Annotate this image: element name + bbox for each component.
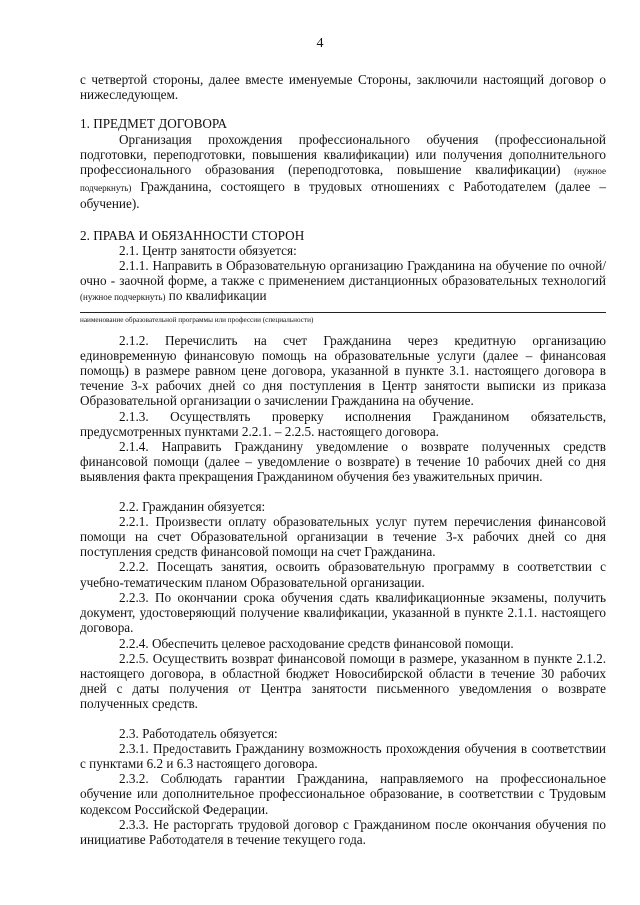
clause-2-2-5: 2.2.5. Осуществить возврат финансовой помощи в размере, указанном в пункте 2.1.2. настоящего договора, в областной бюджет Новосибирской области в течение 30 рабочих дней с даты получения от Центра занятости письменного уведомления о возврате полученных средств. [80, 650, 606, 712]
program-name-blank-line [80, 306, 606, 313]
document-body [80, 72, 606, 847]
section-1-text-b: Гражданина, состоящего в трудовых отношениях с Работодателем (далее – обучение). [80, 179, 606, 212]
section-2-heading: 2. ПРАВА И ОБЯЗАННОСТИ СТОРОН [80, 227, 305, 243]
clause-2-1-3: 2.1.3. Осуществлять проверку исполнения Гражданином обязательств, предусмотренных пунктами 2.2.1. – 2.2.5. настоящего договора. [80, 408, 606, 439]
clause-2-1-4: 2.1.4. Направить Гражданину уведомление о возврате полученных средств финансовой помощи (далее – уведомление о возврате) в течение 10 рабочих дней со дня выявления факта прекращения Гражданином обучения без уважительных причин. [80, 439, 606, 485]
clause-2-3-2: 2.3.2. Соблюдать гарантии Гражданина, направляемого на профессиональное обучение или дополнительное профессиональное образование, в соответствии с Трудовым кодексом Российской Федерации. [80, 771, 606, 817]
clause-2-3-3: 2.3.3. Не расторгать трудовой договор с Гражданином после окончания обучения по инициативе Работодателя в течение текущего года. [80, 816, 606, 847]
clause-2-1-1-note: (нужное подчеркнуть) [80, 292, 166, 303]
clause-2-2-4: 2.2.4. Обеспечить целевое расходование средств финансовой помощи. [119, 635, 514, 651]
program-name-caption: наименование образовательной программы или профессии (специальности) [80, 315, 314, 324]
section-1-paragraph [80, 132, 606, 212]
clause-2-3-1: 2.3.1. Предоставить Гражданину возможность прохождения обучения в соответствии с пунктами 6.2 и 6.3 настоящего договора. [80, 740, 606, 771]
clause-2-2-2: 2.2.2. Посещать занятия, освоить образовательную программу в соответствии с учебно-тематическим планом Образовательной организации. [80, 559, 606, 590]
section-1-heading: 1. ПРЕДМЕТ ДОГОВОРА [80, 116, 228, 132]
clause-2-1-1-text-b: по квалификации [165, 288, 267, 304]
section-1-text-a: Организация прохождения профессионального обучения (профессиональной подготовки, переподготовки, повышения квалификации) или получения дополнительного профессионального образования (переподготовка, повышение квалификации) [80, 131, 606, 178]
clause-2-1-1-text-a: 2.1.1. Направить в Образовательную организацию Гражданина на обучение по очной/очно - заочной форме, а также с применением дистанционных образовательных технологий [80, 258, 606, 289]
clause-2-3: 2.3. Работодатель обязуется: [119, 725, 278, 741]
clause-2-2-1: 2.2.1. Произвести оплату образовательных услуг путем перечисления финансовой помощи на счет Образовательной организации в течение 3-х рабочих дней со дня поступления средств финансовой помощи на счет Гражданина. [80, 513, 606, 560]
clause-2-2: 2.2. Гражданин обязуется: [119, 498, 266, 514]
clause-2-2-3: 2.2.3. По окончании срока обучения сдать квалификационные экзамены, получить документ, удостоверяющий получение квалификации, указанной в пункте 2.1.1. настоящего договора. [80, 589, 606, 636]
clause-2-1-2: 2.1.2. Перечислить на счет Гражданина через кредитную организацию единовременную финансовую помощь на образовательные услуги (далее – финансовая помощь) в размере равном цене договора, указанной в пункте 3.1. настоящего договора в течение 3-х рабочих дней со дня поступления в Центр занятости выписки из приказа Образовательной организации о зачислении Гражданина на обучение. [80, 332, 606, 409]
section-1-note: (нужное подчеркнуть) [80, 166, 606, 194]
clause-2-1: 2.1. Центр занятости обязуется: [119, 242, 297, 258]
intro-paragraph: с четвертой стороны, далее вместе именуемые Стороны, заключили настоящий договор о нижеследующем. [80, 72, 606, 103]
page-number: 4 [316, 36, 324, 51]
clause-2-1-1 [80, 258, 606, 306]
